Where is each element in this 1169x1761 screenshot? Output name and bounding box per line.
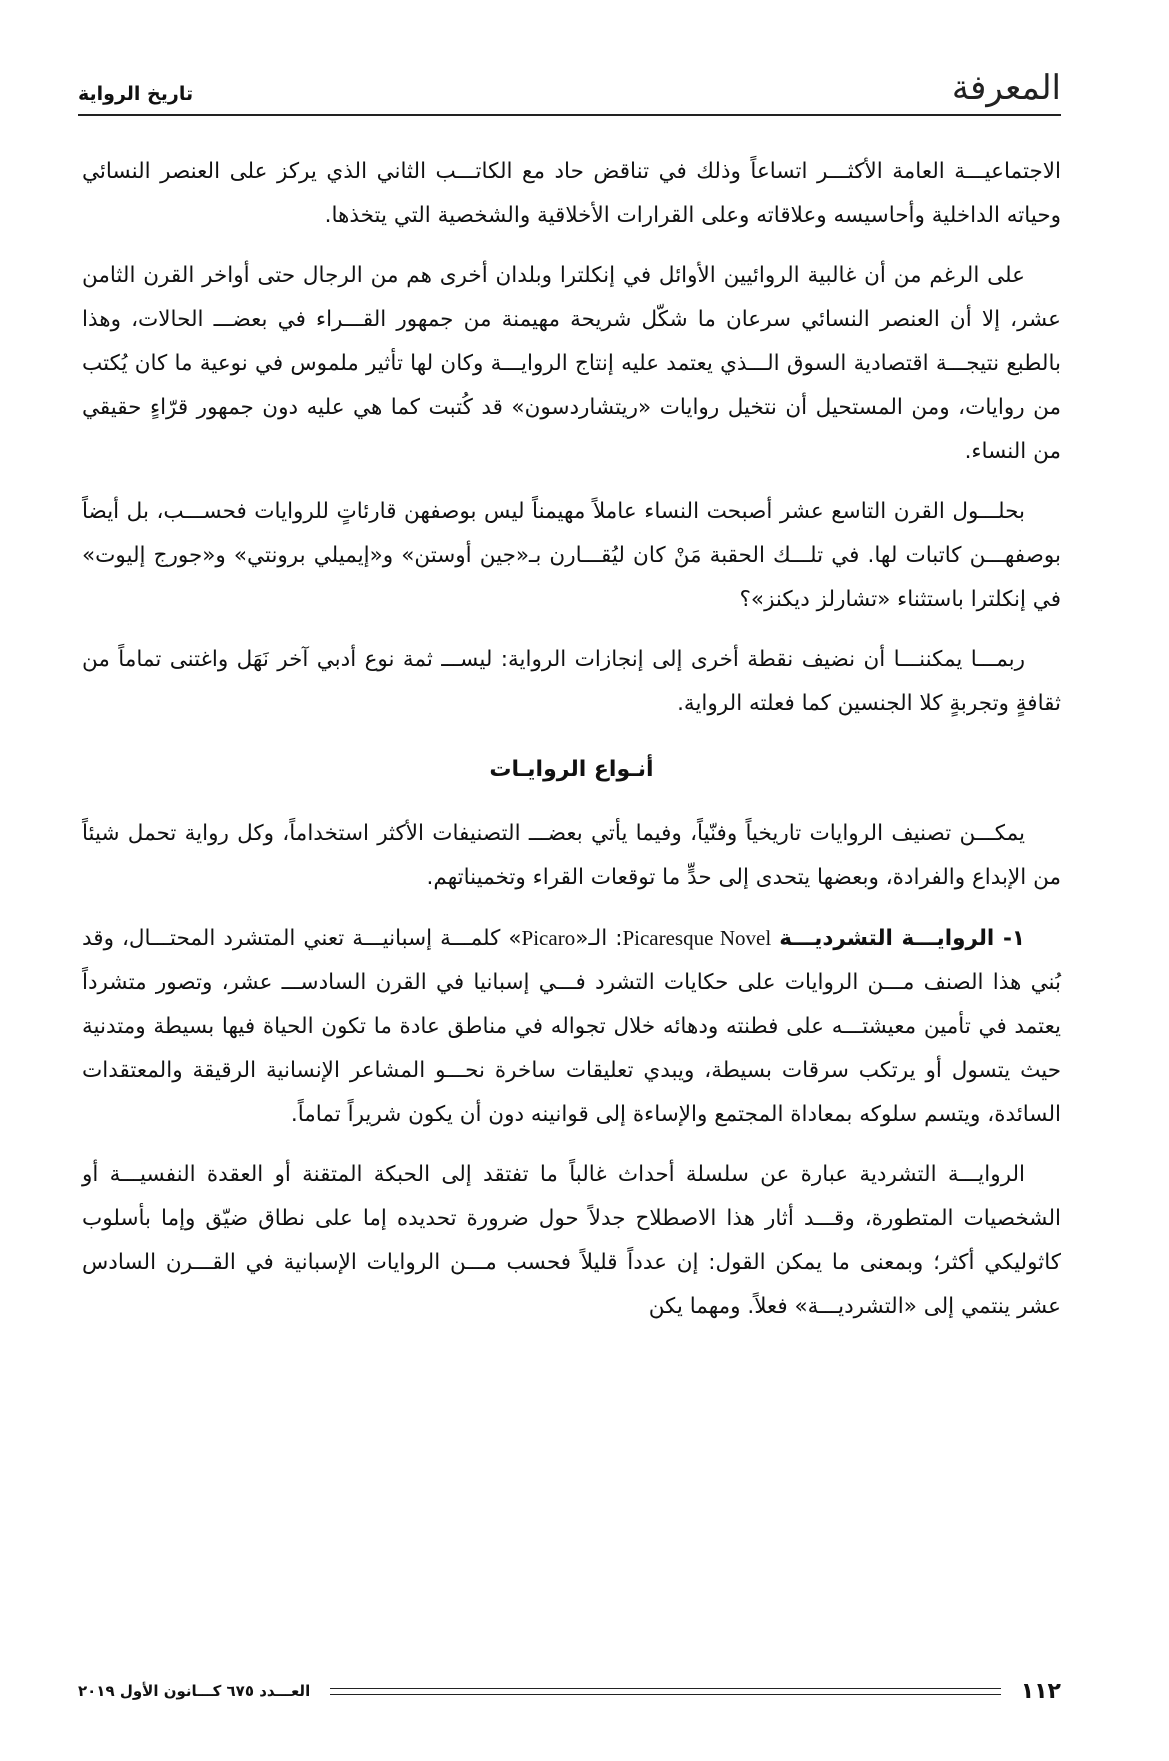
page-number: ١١٢ [1020, 1678, 1061, 1704]
paragraph-3: بحلـــول القرن التاسع عشر أصبحت النساء عاملاً مهيمناً ليس بوصفهن قارئاتٍ للروايات فحســـب، بل أيضاً بوصفهـــن كاتبات لها. في تلـــك الحقبة مَنْ كان ليُقـــارن بـ«جين أوستن» و«إيميلي برونتي» و«جورج إليوت» في إنكلترا باستثناء «تشارلز ديكنز»؟ [82, 499, 1061, 612]
footer-divider [330, 1688, 1000, 1695]
latin-term-picaro: Picaro [521, 926, 576, 950]
paragraph-5: يمكـــن تصنيف الروايات تاريخياً وفنّياً، وفيما يأتي بعضـــ التصنيفات الأكثر استخداماً، وكل رواية تحمل شيئاً من الإبداع والفرادة، وبعضها يتحدى إلى حدٍّ ما توقعات القراء وتخميناتهم. [82, 821, 1061, 890]
paragraph-6-mid: : الـ« [575, 926, 623, 951]
paragraph-1: الاجتماعيـــة العامة الأكثـــر اتساعاً وذلك في تناقض حاد مع الكاتـــب الثاني الذي يركز على العنصر النسائي وحياته الداخلية وأحاسيسه وعلاقاته وعلى القرارات الأخلاقية والشخصية التي يتخذها. [82, 159, 1061, 228]
latin-term: Picaresque Novel [622, 926, 772, 950]
paragraph-6 [82, 916, 1061, 1137]
paragraph-6-text: » كلمـــة إسبانيـــة تعني المتشرد المحتـــال، وقد بُني هذا الصنف مـــن الروايات على حكايات التشرد فـــي إسبانيا في القرن السادســـ عشر، وتصور متشرداً يعتمد في تأمين معيشتـــه على فطنته ودهائه خلال تجواله في مناطق عادة ما تكون الحياة فيها بسيطة ومتدنية حيث يتسول أو يرتكب سرقات بسيطة، ويبدي تعليقات ساخرة نحـــو المشاعر الإنسانية الرقيقة والمعتقدات السائدة، ويتسم سلوكه بمعاداة المجتمع والإساءة إلى قوانينه دون أن يكون شريراً تماماً. [82, 926, 1061, 1127]
page-header [78, 62, 1061, 108]
running-title: تاريخ الرواية [78, 83, 194, 105]
article-body [82, 150, 1061, 1345]
section-heading: أنـواع الروايـات [489, 757, 654, 782]
paragraph-4: ربمـــا يمكننـــا أن نضيف نقطة أخرى إلى إنجازات الرواية: ليســـ ثمة نوع أدبي آخر نَهَل واغتنى تماماً من ثقافةٍ وتجربةٍ كلا الجنسين كما فعلته الرواية. [82, 647, 1061, 716]
header-divider [78, 114, 1061, 116]
magazine-logo: المعرفة [951, 68, 1061, 108]
paragraph-7: الروايـــة التشردية عبارة عن سلسلة أحداث غالباً ما تفتقد إلى الحبكة المتقنة أو العقدة النفسيـــة أو الشخصيات المتطورة، وقـــد أثار هذا الاصطلاح جدلاً حول ضرورة تحديده إما على نطاق ضيّق وإما بأسلوب كاثوليكي أكثر؛ وبمعنى ما يمكن القول: إن عدداً قليلاً فحسب مـــن الروايات الإسبانية في القـــرن السادس عشر ينتمي إلى «التشرديـــة» فعلاً. ومهما يكن [82, 1162, 1061, 1319]
issue-info: العـــدد ٦٧٥ كـــانون الأول ٢٠١٩ [78, 1682, 311, 1700]
term-picaresque: ١- الروايـــة التشرديـــة [779, 926, 1025, 951]
paragraph-2: على الرغم من أن غالبية الروائيين الأوائل في إنكلترا وبلدان أخرى هم من الرجال حتى أواخر القرن الثامن عشر، إلا أن العنصر النسائي سرعان ما شكّل شريحة مهيمنة من جمهور القـــراء في بعضـــ الحالات، وهذا بالطبع نتيجـــة اقتصادية السوق الـــذي يعتمد عليه إنتاج الروايـــة وكان لها تأثير ملموس في نوعية ما كان يُكتب من روايات، ومن المستحيل أن نتخيل روايات «ريتشاردسون» قد كُتبت كما هي عليه دون جمهور قرّاءٍ حقيقي من النساء. [82, 263, 1061, 464]
page-footer [78, 1676, 1061, 1706]
